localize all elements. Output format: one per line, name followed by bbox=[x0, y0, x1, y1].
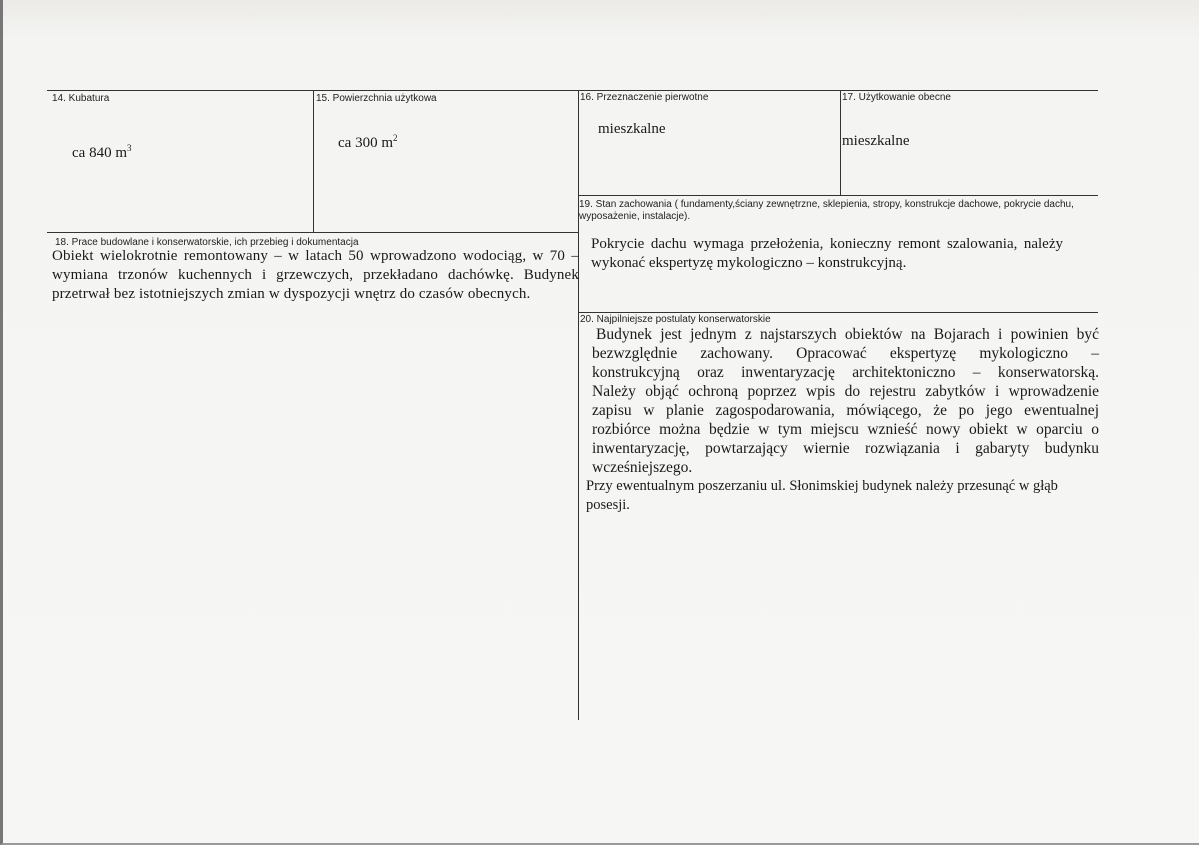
rule-above-19 bbox=[578, 195, 1098, 196]
field-19-line-2: wykonać ekspertyzę mykologiczno – konstrukcyjną. bbox=[591, 255, 907, 271]
field-19-text bbox=[591, 235, 1063, 273]
field-20-line-3: konstrukcyjną oraz inwentaryzację architektoniczno – konserwatorską. bbox=[592, 364, 1099, 381]
field-15-exponent: 2 bbox=[392, 133, 398, 143]
field-18-line-2: wymiana trzonów kuchennych i grzewczych, przekładano dachówkę. Budynek bbox=[52, 267, 579, 283]
field-20-extra-text bbox=[586, 477, 1101, 515]
field-20-line-5: zapisu w planie zagospodarowania, mówiącego, że po jego ewentualnej bbox=[592, 402, 1099, 419]
field-20-extra-line-2: posesji. bbox=[586, 497, 630, 513]
field-19-label-line-1: 19. Stan zachowania ( fundamenty,ściany zewnętrzne, sklepienia, stropy, konstrukcje dachowe, pokrycie dachu, bbox=[579, 199, 1074, 210]
field-20-line-6: rozbiórce można będzie w tym miejscu wznieść nowy obiekt w oparciu o bbox=[592, 421, 1099, 438]
divider-16-17 bbox=[840, 90, 841, 196]
field-20-line-8: wcześniejszego. bbox=[592, 459, 693, 476]
field-20-line-4: Należy objąć ochroną poprzez wpis do rejestru zabytków i wprowadzenie bbox=[592, 383, 1099, 400]
divider-15-16 bbox=[578, 90, 579, 720]
field-19-label-line-2: wyposażenie, instalacje). bbox=[579, 211, 691, 222]
field-19-line-1: Pokrycie dachu wymaga przełożenia, konieczny remont szalowania, należy bbox=[591, 236, 1063, 252]
field-20-line-1: Budynek jest jednym z najstarszych obiektów na Bojarach i powinien być bbox=[596, 326, 1099, 343]
field-14-exponent: 3 bbox=[126, 143, 132, 153]
field-14-value bbox=[72, 144, 131, 162]
field-15-value bbox=[338, 134, 397, 152]
field-14-value-text: ca 840 m bbox=[72, 145, 127, 161]
field-18-label: 18. Prace budowlane i konserwatorskie, ich przebieg i dokumentacja bbox=[55, 237, 359, 248]
field-20-extra-line-1: Przy ewentualnym poszerzaniu ul. Słonimskiej budynek należy przesunąć w głąb bbox=[586, 478, 1058, 494]
field-20-line-7: inwentaryzację, powtarzający wiernie rozwiązania i gabaryty budynku bbox=[592, 440, 1099, 457]
top-rule bbox=[47, 90, 1098, 91]
field-20-line-2: bezwzględnie zachowany. Opracować ekspertyzę mykologiczno – bbox=[592, 345, 1099, 362]
field-16-value: mieszkalne bbox=[598, 121, 666, 137]
field-19-label bbox=[579, 199, 1098, 223]
field-17-value: mieszkalne bbox=[842, 133, 910, 149]
field-14-label: 14. Kubatura bbox=[52, 93, 110, 104]
field-18-text bbox=[52, 247, 579, 304]
rule-above-20 bbox=[578, 312, 1098, 313]
field-18-line-1: Obiekt wielokrotnie remontowany – w latach 50 wprowadzono wodociąg, w 70 – bbox=[52, 248, 579, 264]
field-16-label: 16. Przeznaczenie pierwotne bbox=[580, 92, 709, 103]
field-20-text bbox=[592, 325, 1099, 477]
field-15-label: 15. Powierzchnia użytkowa bbox=[316, 93, 437, 104]
field-18-line-3: przetrwał bez istotniejszych zmian w dyspozycji wnętrz do czasów obecnych. bbox=[52, 286, 531, 302]
field-20-label: 20. Najpilniejsze postulaty konserwatorskie bbox=[580, 314, 771, 325]
divider-14-15 bbox=[313, 90, 314, 232]
field-17-label: 17. Użytkowanie obecne bbox=[842, 92, 951, 103]
field-15-value-text: ca 300 m bbox=[338, 135, 393, 151]
rule-above-18 bbox=[47, 232, 579, 233]
